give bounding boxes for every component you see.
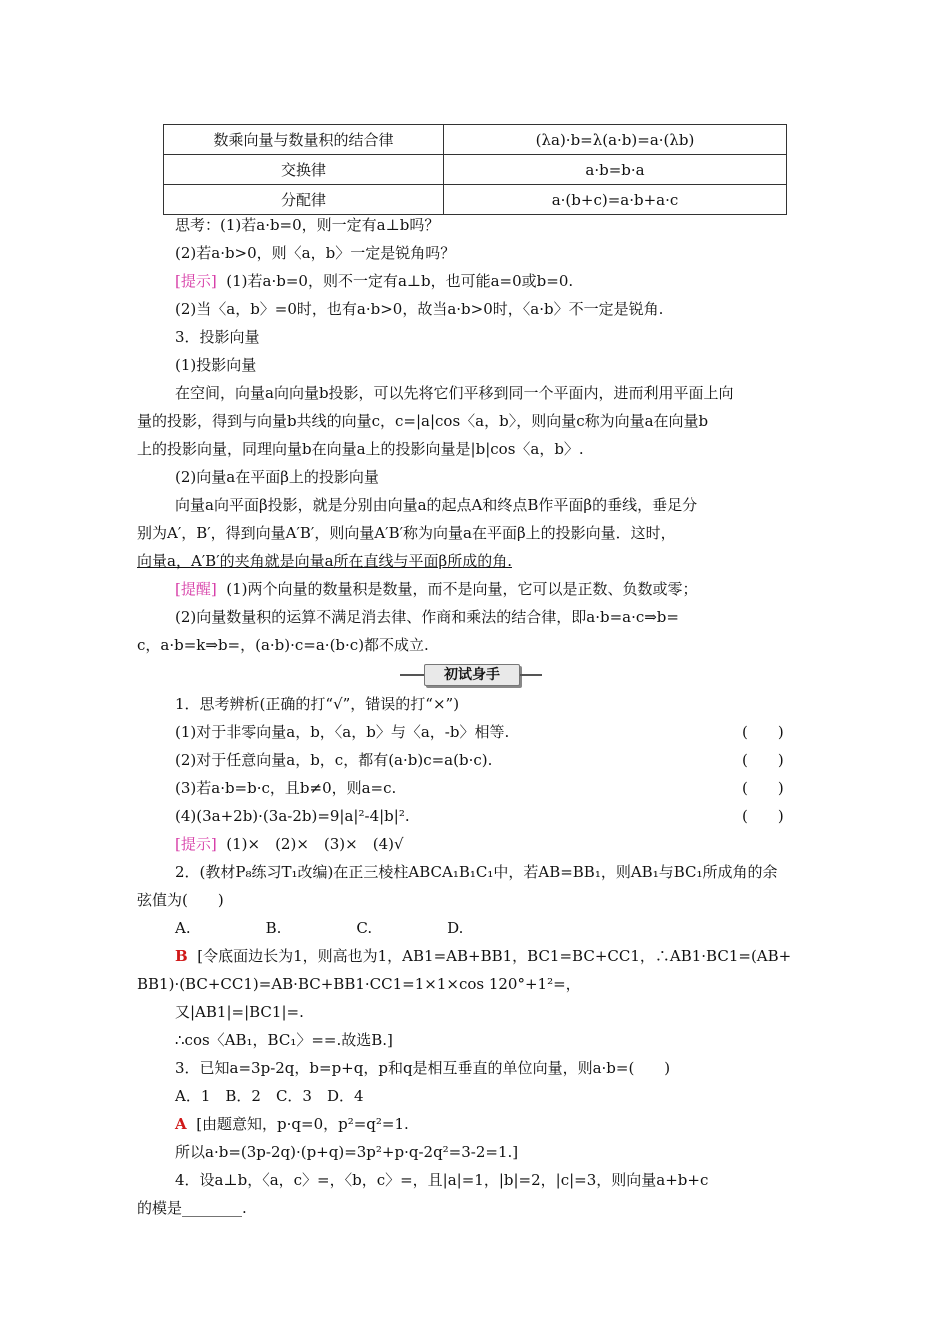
table-row (164, 185, 787, 215)
think-hint-2: (2)当〈a，b〉=0时，也有a·b>0，故当a·b>0时，〈a·b〉不一定是锐角. (175, 300, 664, 318)
law-name-cell: 数乘向量与数量积的结合律 (164, 125, 444, 155)
hint-tag: [提示] (175, 272, 217, 290)
paragraph-line: 量的投影，得到与向量b共线的向量c，c=|a|cos〈a，b〉，则向量c称为向量a在向量b (137, 412, 709, 430)
remind-line-2: (2)向量数量积的运算不满足消去律、作商和乘法的结合律，即a·b=a·c⇒b= (175, 608, 679, 626)
paragraph-line: 别为A′，B′，得到向量A′B′，则向量A′B′称为向量a在平面β上的投影向量．这时， (137, 524, 676, 542)
question-2-solution-3: 又|AB1|=|BC1|=. (175, 1003, 304, 1021)
answer-paren: ( ) (742, 779, 784, 797)
remind-text: (1)两个向量的数量积是数量，而不是向量，它可以是正数、负数或零； (226, 580, 698, 598)
question-2-solution-2: BB1)·(BC+CC1)=AB·BC+BB1·CC1=1×1×cos 120°+1²=， (137, 975, 581, 993)
question-2-stem: 2．(教材P₈练习T₁改编)在正三棱柱ABCA₁B₁C₁中，若AB=BB₁，则AB₁与BC₁所成角的余 (175, 863, 778, 881)
law-formula-cell: (λa)·b=λ(a·b)=a·(λb) (444, 125, 787, 155)
question-1-stem: 1．思考辨析(正确的打“√”，错误的打“×”) (175, 695, 460, 713)
question-3-options: A．1 B．2 C．3 D．4 (175, 1087, 364, 1105)
answer-paren: ( ) (742, 807, 784, 825)
banner-label: 初试身手 (424, 664, 520, 686)
remind-line-3: c，a·b=k⇒b=，(a·b)·c=a·(b·c)都不成立. (137, 636, 429, 654)
question-item: (4)(3a+2b)·(3a-2b)=9|a|²-4|b|². (175, 807, 410, 825)
question-4-stem-cont: 的模是________. (137, 1199, 247, 1217)
hint-tag: [提示] (175, 835, 217, 853)
answer-letter: A (175, 1115, 187, 1133)
remind-line-1 (175, 579, 817, 599)
section-banner (400, 664, 542, 686)
remind-tag: [提醒] (175, 580, 217, 598)
question-3-solution-1 (175, 1114, 817, 1134)
solution-text: [令底面边长为1，则高也为1，AB1=AB+BB1，BC1=BC+CC1，∴AB1·BC1=(AB+ (197, 947, 792, 965)
paragraph-line: 在空间，向量a向向量b投影，可以先将它们平移到同一个平面内，进而利用平面上向 (175, 384, 734, 402)
banner-rule-right (520, 674, 542, 676)
think-hint-1 (175, 271, 817, 291)
law-formula-cell: a·b=b·a (444, 155, 787, 185)
banner-rule-left (400, 674, 424, 676)
paragraph-line: 向量a，A′B′的夹角就是向量a所在直线与平面β所成的角. (137, 552, 512, 570)
subsection-title: (1)投影向量 (175, 356, 257, 374)
question-2-solution-1 (175, 946, 817, 966)
question-4-stem: 4．设a⊥b，〈a，c〉=，〈b，c〉=，且|a|=1，|b|=2，|c|=3，则向量a+b+c (175, 1171, 709, 1189)
subsection-title: (2)向量a在平面β上的投影向量 (175, 468, 379, 486)
question-3-solution-2: 所以a·b=(3p-2q)·(p+q)=3p²+p·q-2q²=3-2=1.] (175, 1143, 519, 1161)
think-question-2: (2)若a·b>0，则〈a，b〉一定是锐角吗？ (175, 244, 456, 262)
operation-laws-table (163, 124, 787, 215)
hint-text: (1)若a·b=0，则不一定有a⊥b，也可能a=0或b=0. (226, 272, 574, 290)
table-row (164, 125, 787, 155)
question-2-solution-4: ∴cos〈AB₁，BC₁〉==.故选B.] (175, 1031, 393, 1049)
question-2-options: A. B. C. D. (175, 919, 464, 937)
question-3-stem: 3．已知a=3p-2q，b=p+q，p和q是相互垂直的单位向量，则a·b=( ) (175, 1059, 671, 1077)
question-item: (2)对于任意向量a，b，c，都有(a·b)c=a(b·c). (175, 751, 493, 769)
law-name-cell: 交换律 (164, 155, 444, 185)
answer-letter: B (175, 947, 188, 965)
answer-paren: ( ) (742, 751, 784, 769)
question-item: (3)若a·b=b·c，且b≠0，则a=c. (175, 779, 397, 797)
section-title: 3．投影向量 (175, 328, 260, 346)
answer-paren: ( ) (742, 723, 784, 741)
think-question-1: 思考：(1)若a·b=0，则一定有a⊥b吗？ (175, 216, 440, 234)
paragraph-line: 上的投影向量，同理向量b在向量a上的投影向量是|b|cos〈a，b〉. (137, 440, 584, 458)
hint-answer: (1)× (2)× (3)× (4)√ (226, 835, 404, 853)
paragraph-line: 向量a向平面β投影，就是分别由向量a的起点A和终点B作平面β的垂线，垂足分 (175, 496, 698, 514)
solution-text: [由题意知，p·q=0，p²=q²=1. (196, 1115, 409, 1133)
question-1-hint (175, 834, 817, 854)
law-name-cell: 分配律 (164, 185, 444, 215)
law-formula-cell: a·(b+c)=a·b+a·c (444, 185, 787, 215)
table-row (164, 155, 787, 185)
question-item: (1)对于非零向量a，b，〈a，b〉与〈a，-b〉相等. (175, 723, 510, 741)
question-2-stem-cont: 弦值为( ) (137, 891, 224, 909)
